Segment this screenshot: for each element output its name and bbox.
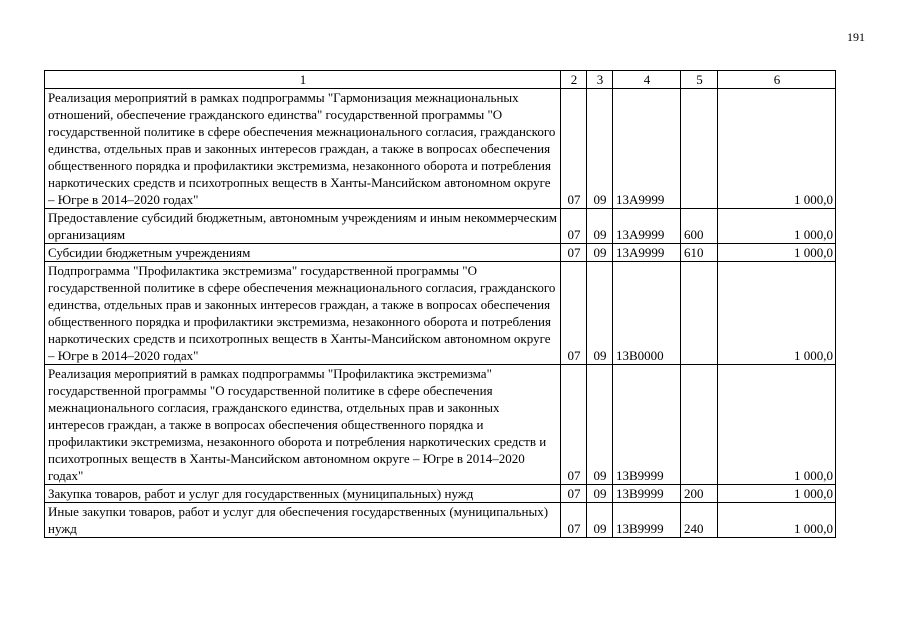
row-expense-type	[681, 262, 718, 365]
row-subsection: 09	[587, 485, 613, 503]
table-row	[45, 485, 836, 503]
row-subsection: 09	[587, 209, 613, 244]
table-header-row	[45, 71, 836, 89]
header-col-6: 6	[718, 71, 836, 89]
budget-table	[44, 70, 836, 538]
row-name: Реализация мероприятий в рамках подпрограммы "Профилактика экстремизма" государственной программы "О государственной политике в сфере обеспечения межнационального согласия, гражданского единства, отдельных прав и законных интересов граждан, а также в вопросах обеспечения общественного порядка и профилактики экстремизма, незаконного оборота и потребления наркотических средств и психотропных веществ в Ханты-Мансийском автономном округе – Югре в 2014–2020 годах"	[45, 365, 561, 485]
row-amount: 1 000,0	[718, 485, 836, 503]
row-expense-type: 600	[681, 209, 718, 244]
row-subsection: 09	[587, 244, 613, 262]
table-row	[45, 244, 836, 262]
row-amount: 1 000,0	[718, 244, 836, 262]
row-target-code: 13А9999	[613, 209, 681, 244]
row-name: Иные закупки товаров, работ и услуг для обеспечения государственных (муниципальных) нужд	[45, 503, 561, 538]
row-name: Подпрограмма "Профилактика экстремизма" государственной программы "О государственной политике в сфере обеспечения межнационального согласия, гражданского единства, отдельных прав и законных интересов граждан, а также в вопросах обеспечения общественного порядка и профилактики экстремизма, незаконного оборота и потребления наркотических средств и психотропных веществ в Ханты-Мансийском автономном округе – Югре в 2014–2020 годах"	[45, 262, 561, 365]
row-subsection: 09	[587, 262, 613, 365]
row-section: 07	[561, 485, 587, 503]
header-col-5: 5	[681, 71, 718, 89]
header-col-3: 3	[587, 71, 613, 89]
row-name: Субсидии бюджетным учреждениям	[45, 244, 561, 262]
row-amount: 1 000,0	[718, 89, 836, 209]
table-row	[45, 209, 836, 244]
row-target-code: 13В0000	[613, 262, 681, 365]
row-name: Предоставление субсидий бюджетным, автономным учреждениям и иным некоммерческим организациям	[45, 209, 561, 244]
row-section: 07	[561, 365, 587, 485]
row-expense-type: 610	[681, 244, 718, 262]
row-target-code: 13В9999	[613, 503, 681, 538]
row-subsection: 09	[587, 365, 613, 485]
row-subsection: 09	[587, 89, 613, 209]
row-target-code: 13В9999	[613, 365, 681, 485]
header-col-1: 1	[45, 71, 561, 89]
page-number: 191	[847, 30, 865, 44]
row-expense-type: 240	[681, 503, 718, 538]
row-expense-type: 200	[681, 485, 718, 503]
row-section: 07	[561, 503, 587, 538]
row-amount: 1 000,0	[718, 209, 836, 244]
row-amount: 1 000,0	[718, 365, 836, 485]
row-section: 07	[561, 89, 587, 209]
row-section: 07	[561, 262, 587, 365]
row-section: 07	[561, 244, 587, 262]
row-target-code: 13В9999	[613, 485, 681, 503]
header-col-2: 2	[561, 71, 587, 89]
row-expense-type	[681, 89, 718, 209]
row-amount: 1 000,0	[718, 262, 836, 365]
row-target-code: 13А9999	[613, 244, 681, 262]
table-row	[45, 262, 836, 365]
table-row	[45, 503, 836, 538]
row-amount: 1 000,0	[718, 503, 836, 538]
row-name: Закупка товаров, работ и услуг для государственных (муниципальных) нужд	[45, 485, 561, 503]
row-name: Реализация мероприятий в рамках подпрограммы "Гармонизация межнациональных отношений, обеспечение гражданского единства" государственной программы "О государственной политике в сфере обеспечения межнационального согласия, гражданского единства, отдельных прав и законных интересов граждан, а также в вопросах обеспечения общественного порядка и профилактики экстремизма, незаконного оборота и потребления наркотических средств и психотропных веществ в Ханты-Мансийском автономном округе – Югре в 2014–2020 годах"	[45, 89, 561, 209]
row-target-code: 13А9999	[613, 89, 681, 209]
row-subsection: 09	[587, 503, 613, 538]
row-expense-type	[681, 365, 718, 485]
table-row	[45, 89, 836, 209]
row-section: 07	[561, 209, 587, 244]
header-col-4: 4	[613, 71, 681, 89]
table-row	[45, 365, 836, 485]
